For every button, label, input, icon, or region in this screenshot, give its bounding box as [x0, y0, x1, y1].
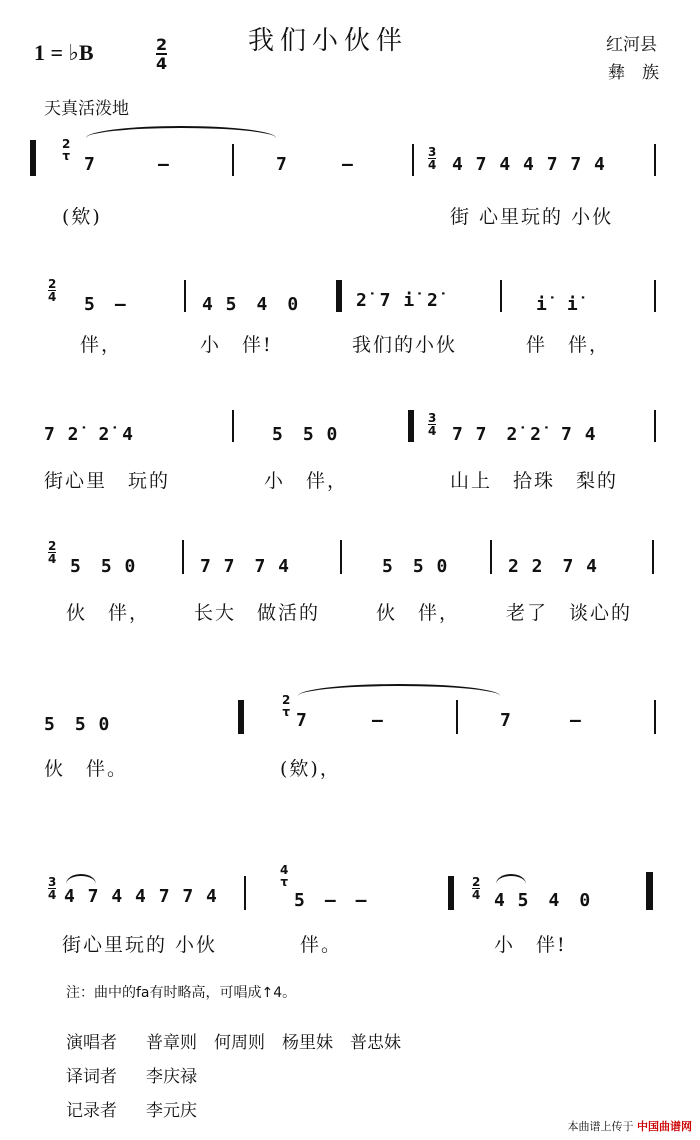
note-group: 5 5 0 — [272, 424, 339, 445]
score-row-2 — [0, 272, 700, 392]
tempo-marking: 天真活泼地 — [44, 99, 129, 119]
note: 5 – — [84, 294, 127, 315]
slur — [66, 874, 96, 884]
score-row-4 — [0, 540, 700, 660]
lyric: 伙 伴， — [376, 602, 461, 624]
dash: – — [372, 710, 384, 731]
lyric: 街心里玩的 小伙 — [62, 934, 218, 956]
lyric: 伙 伴。 — [44, 758, 129, 780]
note-group: 4 5 4 0 — [494, 890, 592, 911]
barline — [654, 410, 656, 442]
credit-role: 演唱者 — [66, 1033, 117, 1053]
credit-role: 译词者 — [66, 1067, 117, 1087]
time-signature: 2 4 — [156, 35, 168, 73]
note-group: 7 7 2̇ 2̇ 7 4 — [452, 424, 597, 445]
source-prefix: 本曲谱上传于 — [567, 1120, 634, 1133]
lyric: 老了 谈心的 — [506, 602, 633, 624]
barline — [232, 144, 234, 176]
score-row-1 — [0, 130, 700, 250]
barline — [412, 144, 414, 176]
note: 4 5 4 0 — [202, 294, 300, 315]
barline — [232, 410, 234, 442]
note: 2̇ 7 i̇ 2̇ — [356, 290, 439, 311]
note: i̇ i̇ — [536, 294, 579, 315]
score-row-6 — [0, 862, 700, 982]
region-label: 红河县 — [606, 35, 657, 55]
repeat-barline — [408, 410, 414, 442]
note: 7 — [296, 710, 308, 731]
final-barline — [646, 872, 653, 910]
note: 7 — [84, 154, 96, 175]
tie-slur — [86, 126, 276, 138]
dash: – — [158, 154, 170, 175]
lyric: 伙 伴， — [66, 602, 151, 624]
barline — [184, 280, 186, 312]
credit-names: 李元庆 — [146, 1101, 197, 1121]
barline — [654, 700, 656, 734]
dash: – — [570, 710, 582, 731]
tie-slur — [298, 684, 500, 696]
note-group: 5 5 0 — [70, 556, 137, 577]
lyric: 小 伴， — [264, 470, 349, 492]
barline — [654, 280, 656, 312]
note-group: 5 – – — [294, 890, 368, 911]
lyric: 街心里 玩的 — [44, 470, 171, 492]
lyric: 伴 伴， — [526, 334, 611, 356]
note-group: 5 5 0 — [382, 556, 449, 577]
lyric: (欸) — [62, 206, 102, 228]
time-mark: 2 4 — [48, 539, 57, 566]
note: 7 — [276, 154, 288, 175]
footnote: 注：曲中的fa有时略高，可唱成↑4。 — [66, 985, 297, 1001]
time-mark: 2 τ — [62, 137, 71, 163]
note-group: 7 7 7 4 — [200, 556, 291, 577]
dash: – — [342, 154, 354, 175]
barline — [500, 280, 502, 312]
time-mark: 3 4 — [48, 875, 57, 902]
credit-role: 记录者 — [66, 1101, 117, 1121]
barline — [244, 876, 246, 910]
note-group: 2 2 7 4 — [508, 556, 599, 577]
time-mark: 2 4 — [472, 875, 481, 902]
barline — [340, 540, 342, 574]
credit-names: 普章则 何周则 杨里妹 普忠妹 — [146, 1033, 401, 1053]
lyric: (欸)， — [280, 758, 341, 780]
time-mark: 2 τ — [282, 693, 291, 719]
lyric: 小 伴! — [494, 934, 567, 956]
lyric: 山上 拾珠 梨的 — [450, 470, 619, 492]
lyric: 伴， — [80, 334, 123, 356]
lyric: 小 伴! — [200, 334, 273, 356]
barline — [182, 540, 184, 574]
song-title: 我们小伙伴 — [248, 26, 409, 56]
note-group: 4 7 4 4 7 7 4 — [64, 886, 218, 907]
repeat-barline — [336, 280, 342, 312]
source-site: 中国曲谱网 — [637, 1120, 692, 1133]
barline — [652, 540, 654, 574]
repeat-start-barline — [30, 140, 36, 176]
time-mark: 2 4 — [48, 277, 57, 304]
note-group: 7 2̇ 2̇ 4 — [44, 424, 135, 445]
repeat-end-barline — [238, 700, 244, 734]
barline — [456, 700, 458, 734]
note: 7 — [500, 710, 512, 731]
barline — [654, 144, 656, 176]
slur — [496, 874, 526, 884]
barline — [490, 540, 492, 574]
lyric: 伴。 — [300, 934, 343, 956]
time-mark: 3 4 — [428, 145, 437, 172]
score-row-3 — [0, 410, 700, 530]
score-row-5 — [0, 690, 700, 810]
ethnicity-label: 彝 族 — [608, 63, 659, 83]
lyric: 街 心里玩的 小伙 — [450, 206, 614, 228]
lyric: 我们的小伙 — [352, 334, 458, 356]
time-mark: 4 τ — [280, 863, 289, 889]
barline — [448, 876, 454, 910]
note-group: 5 5 0 — [44, 714, 111, 735]
lyric: 长大 做活的 — [194, 602, 321, 624]
key-signature: 1 = ♭B — [34, 40, 94, 65]
source-watermark — [568, 1118, 693, 1134]
note-group: 4 7 4 4 7 7 4 — [452, 154, 606, 175]
time-mark: 3 4 — [428, 411, 437, 438]
credit-names: 李庆禄 — [146, 1067, 197, 1087]
